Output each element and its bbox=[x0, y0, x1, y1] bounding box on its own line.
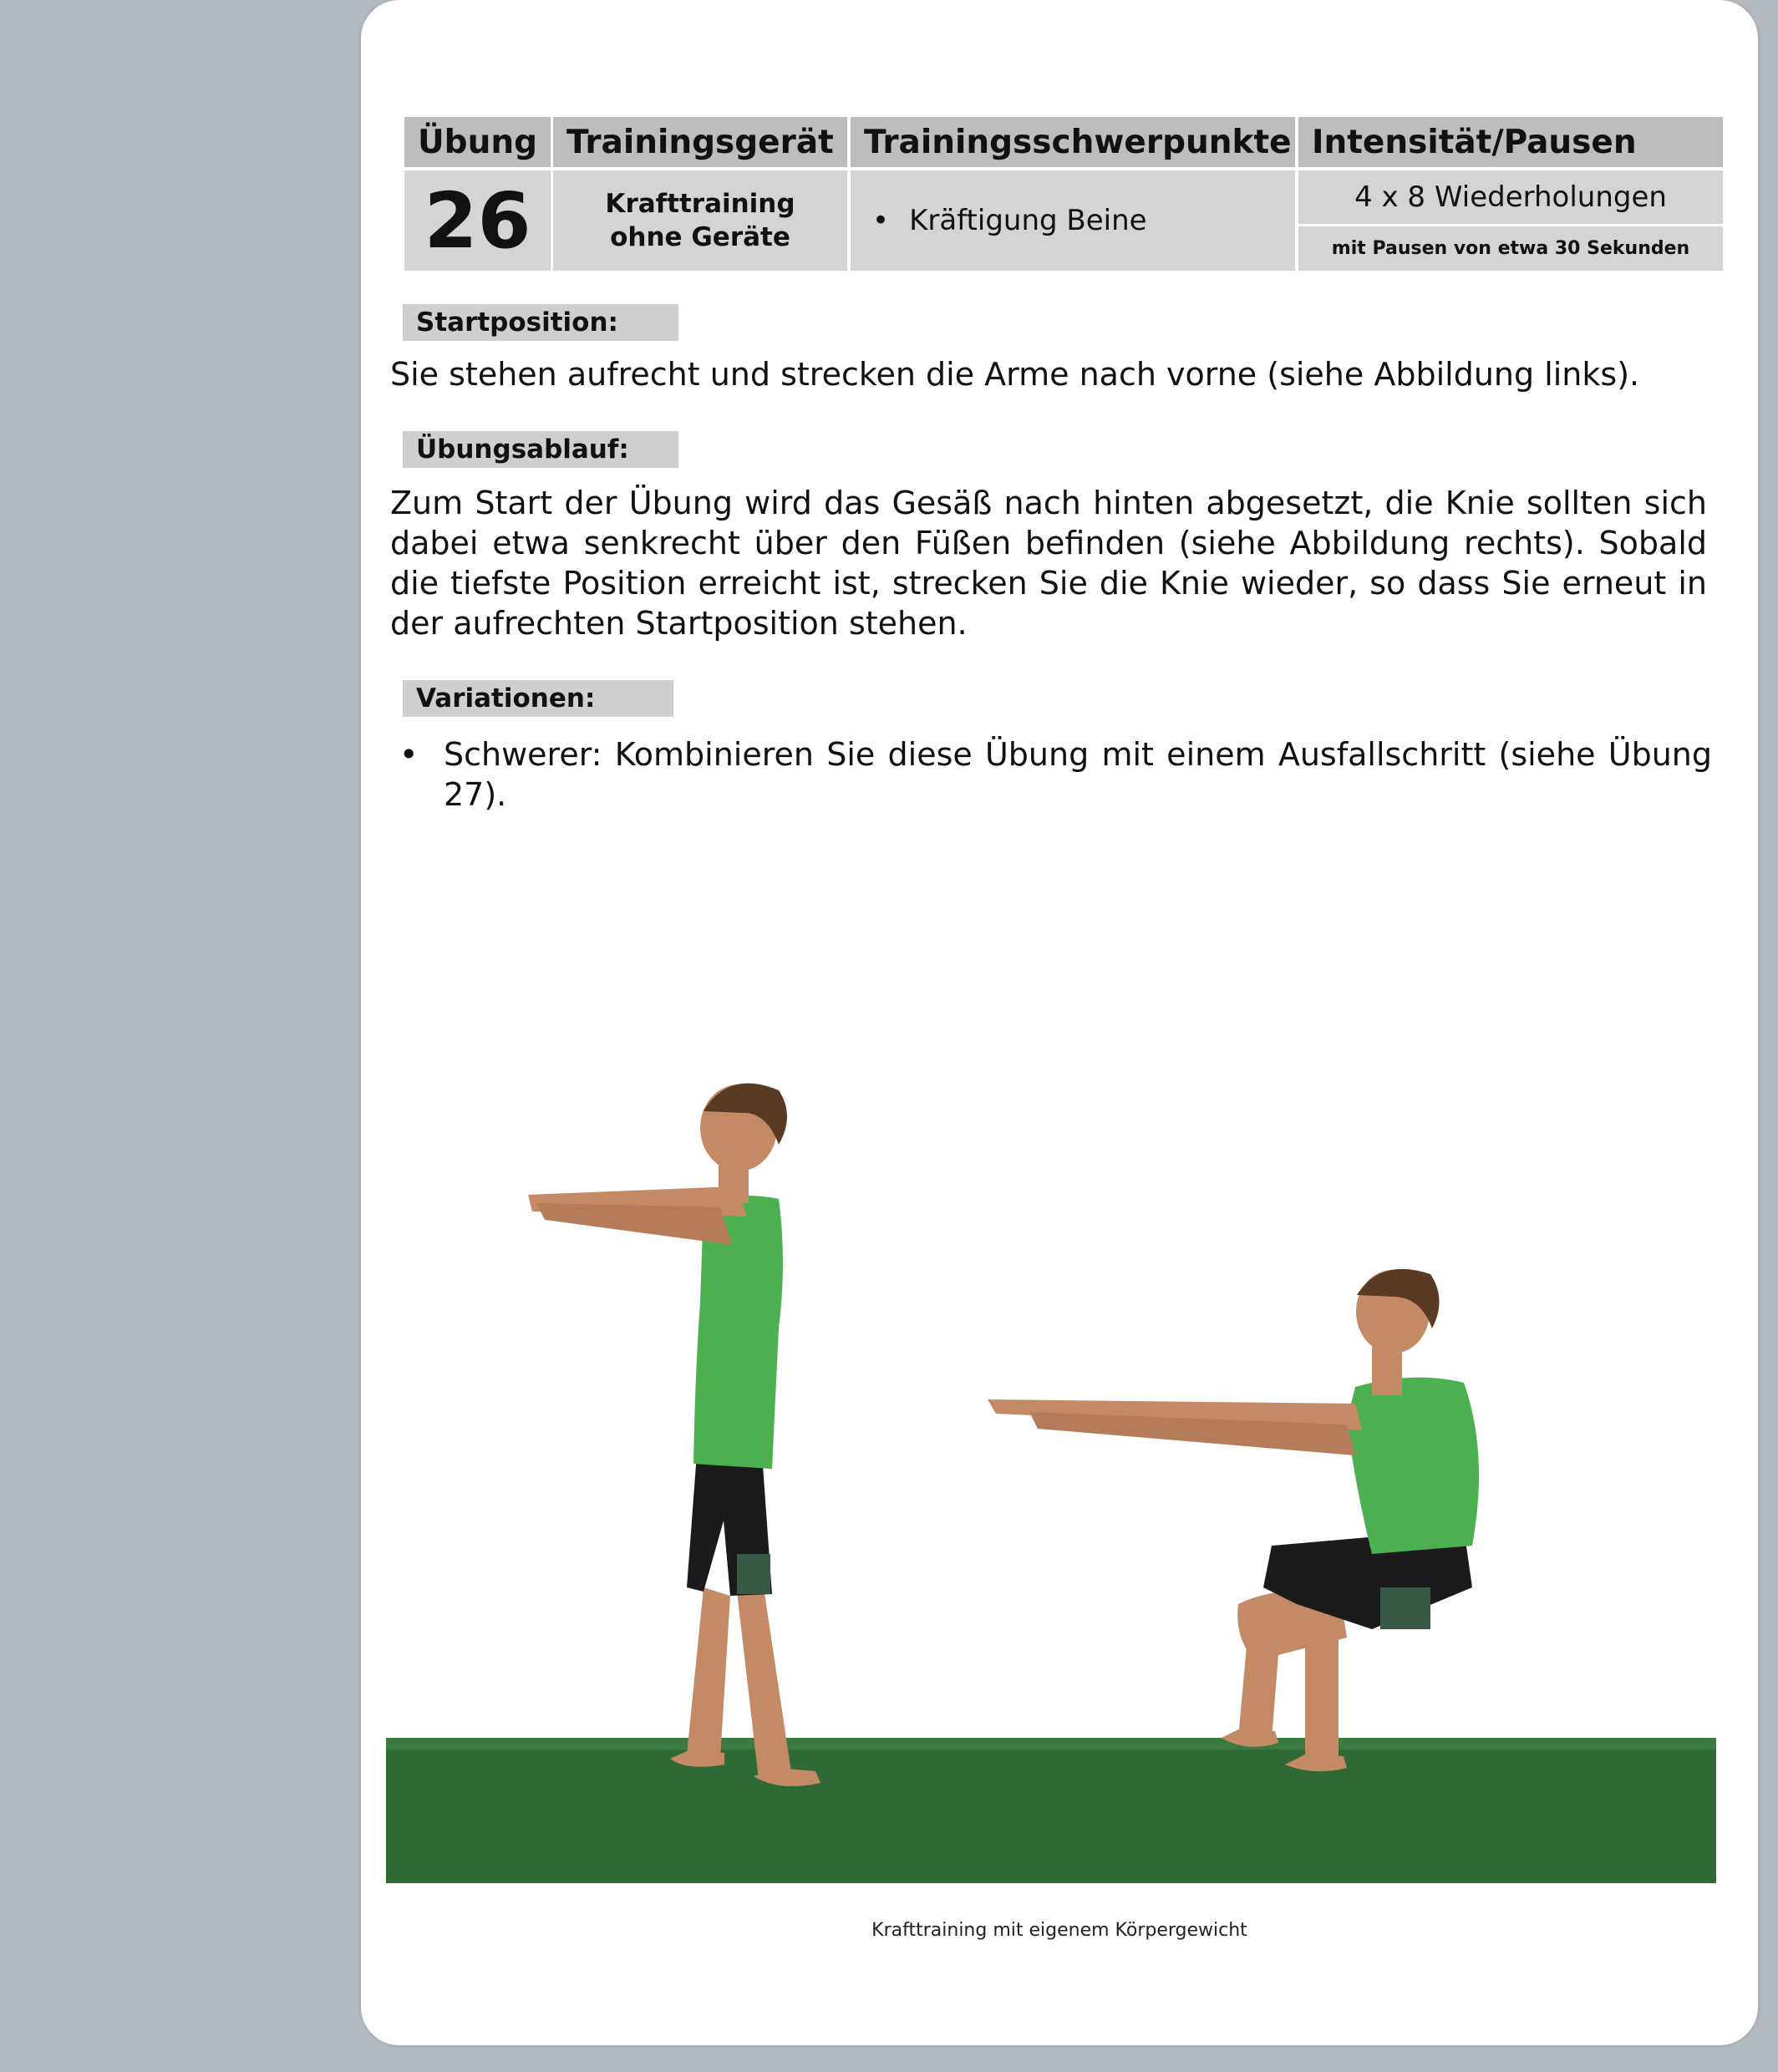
intensity-reps: 4 x 8 Wiederholungen bbox=[1298, 170, 1723, 224]
start-text: Sie stehen aufrecht und strecken die Arme nach vorne (siehe Abbildung links). bbox=[390, 356, 1640, 393]
exercise-photo bbox=[386, 1053, 1716, 1888]
focus-item: Kräftigung Beine bbox=[909, 204, 1147, 237]
procedure-text: Zum Start der Übung wird das Gesäß nach hinten abgesetzt, die Knie sollten sich dabei etwa senkrecht über den Füßen befinden (siehe Abbildung rechts). Sobald die tiefste Position erreicht ist, strecken Sie die Knie wieder, so dass Sie erneut in der aufrechten Startposition stehen. bbox=[390, 485, 1707, 642]
person-standing bbox=[528, 1084, 820, 1786]
footer-caption: Krafttraining mit eigenem Körpergewicht bbox=[871, 1920, 1247, 1941]
start-label: Startposition: bbox=[403, 304, 678, 341]
header-intensity: Intensität/Pausen bbox=[1298, 117, 1723, 167]
exercise-number: 26 bbox=[404, 170, 551, 271]
header-exercise: Übung bbox=[404, 117, 551, 167]
equipment-cell bbox=[553, 170, 847, 271]
focus-bullet: • bbox=[872, 204, 890, 237]
person-squatting bbox=[988, 1269, 1479, 1771]
focus-cell bbox=[851, 170, 1295, 271]
equipment-line-2: ohne Geräte bbox=[610, 222, 790, 252]
variations-label: Variationen: bbox=[403, 680, 673, 717]
procedure-label: Übungsablauf: bbox=[403, 431, 678, 468]
variations-bullet: • bbox=[399, 736, 419, 773]
variations-item: Schwerer: Kombinieren Sie diese Übung mit einem Ausfallschritt (siehe Übung 27). bbox=[444, 736, 1712, 813]
header-equipment: Trainingsgerät bbox=[553, 117, 847, 167]
header-focus: Trainingsschwerpunkte bbox=[851, 117, 1295, 167]
equipment-line-1: Krafttraining bbox=[605, 189, 795, 219]
grass-floor bbox=[386, 1738, 1716, 1883]
intensity-pause: mit Pausen von etwa 30 Sekunden bbox=[1298, 226, 1723, 271]
